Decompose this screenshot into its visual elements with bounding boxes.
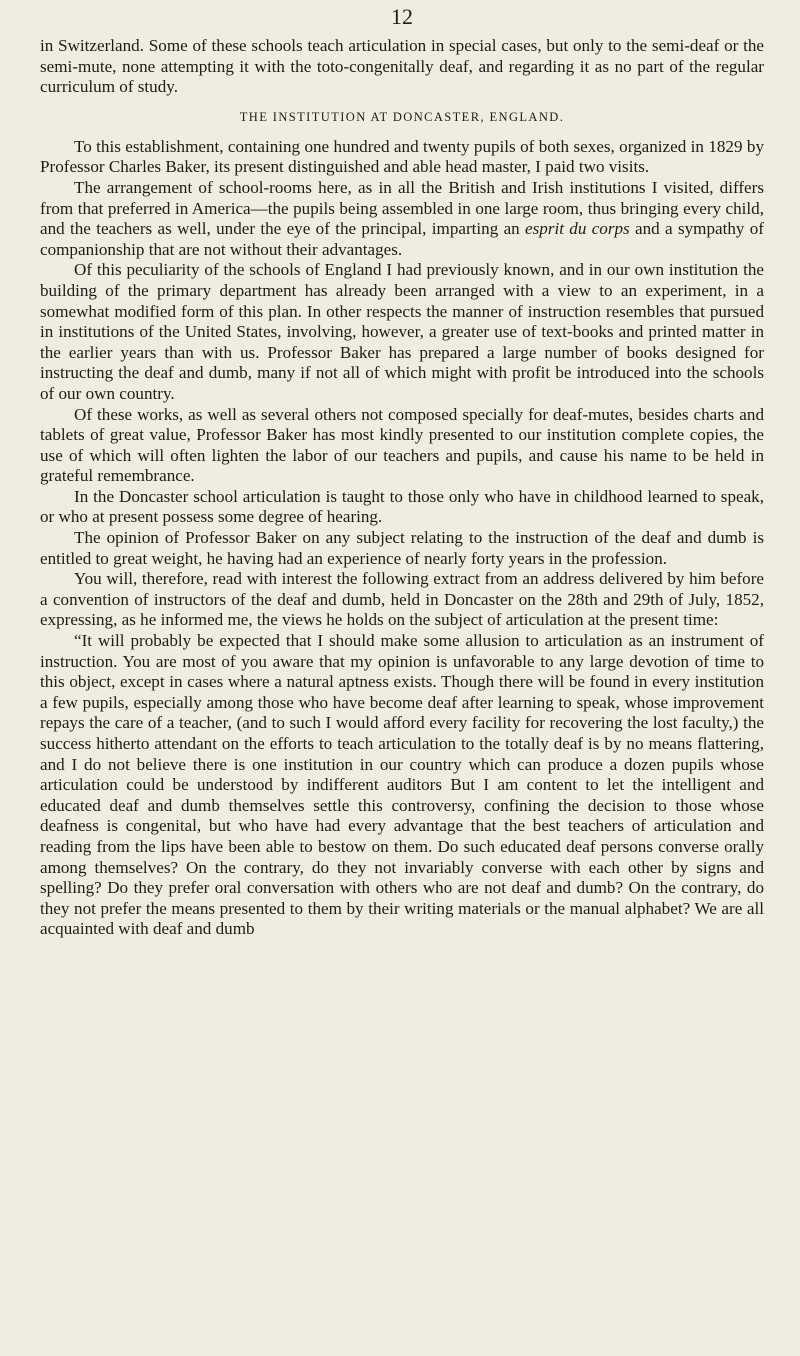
arrangement-italic-phrase: esprit du corps xyxy=(525,219,630,239)
section-heading: THE INSTITUTION AT DONCASTER, ENGLAND. xyxy=(239,109,565,124)
opening-paragraph: in Switzerland. Some of these schools teach articulation in special cases, but only to the semi-deaf or the semi-mute, none attempting it with the toto-congenitally deaf, and regarding it as no part of the regular curriculum of study. xyxy=(40,36,764,97)
arrangement-text-before: The arrangement of school-rooms here, as in all the British and Irish institutions I visited, differs from that preferred in America—the pupils being assembled in one large room, thus bringing every child, and the teachers as well, under the eye of the principal, imparting an xyxy=(40,177,764,239)
arrangement-text-after: and a sympathy of companionship that are not without their advantages. xyxy=(40,219,764,259)
body-text xyxy=(40,36,764,940)
paragraph-doncaster-school: In the Doncaster school articulation is taught to those only who have in childhood learned to speak, or who at present possess some degree of hearing. xyxy=(40,486,764,527)
paragraph-arrangement xyxy=(40,178,764,260)
paragraph-opinion: The opinion of Professor Baker on any subject relating to the instruction of the deaf and dumb is entitled to great weight, he having had an experience of nearly forty years in the profession. xyxy=(40,528,764,568)
paragraph-works: Of these works, as well as several others not composed specially for deaf-mutes, besides charts and tablets of great value, Professor Baker has most kindly presented to our institution complete copies, the use of which will often lighten the labor of our teachers and pupils, and cause his name to be held in grateful remembrance. xyxy=(40,404,764,486)
paragraph-extract-intro: You will, therefore, read with interest the following extract from an address delivered by him before a convention of instructors of the deaf and dumb, held in Doncaster on the 28th and 29th of July, 1852, expressing, as he informed me, the views he holds on the subject of articulation at the present time: xyxy=(40,569,764,630)
paragraph-quotation: “It will probably be expected that I should make some allusion to articulation as an instrument of instruction. You are most of you aware that my opinion is unfavorable to any large devotion of time to this object, except in cases where a natural aptness exists. Though there will be found in every institution a few pupils, especially among those who have become deaf after learning to speak, whose improvement repays the care of a teacher, (and to such I would afford every facility for recovering the lost faculty,) the success hitherto attendant on the efforts to teach articulation to the totally deaf is by no means flattering, and I do not believe there is one institution in our country which can produce a dozen pupils whose articulation could be understood by indifferent auditors But I am content to let the intelligent and educated deaf and dumb themselves settle this controversy, confining the decision to those whose deafness is congenital, but who have had every advantage that the best teachers of articulation and reading from the lips have been able to bestow on them. Do such educated deaf persons converse orally among themselves? On the contrary, do they not invariably converse with each other by signs and spelling? Do they prefer oral conversation with others who are not deaf and dumb? On the contrary, do they not prefer the means presented to them by their writing materials or the manual alphabet? We are all acquainted with deaf and dumb xyxy=(40,631,764,939)
paragraph-peculiarity: Of this peculiarity of the schools of England I had previously known, and in our own institution the building of the primary department has already been arranged with a view to an experiment, in a somewhat modified form of this plan. In other respects the manner of instruction resembles that pursued in institutions of the United States, involving, however, a greater use of text-books and printed matter in the earlier years than with us. Professor Baker has prepared a large number of books designed for instructing the deaf and dumb, many if not all of which might with profit be introduced into the schools of our own country. xyxy=(40,260,764,403)
paragraph-establishment: To this establishment, containing one hundred and twenty pupils of both sexes, organized in 1829 by Professor Charles Baker, its present distinguished and able head master, I paid two visits. xyxy=(40,136,764,177)
page-number: 12 xyxy=(391,4,413,29)
